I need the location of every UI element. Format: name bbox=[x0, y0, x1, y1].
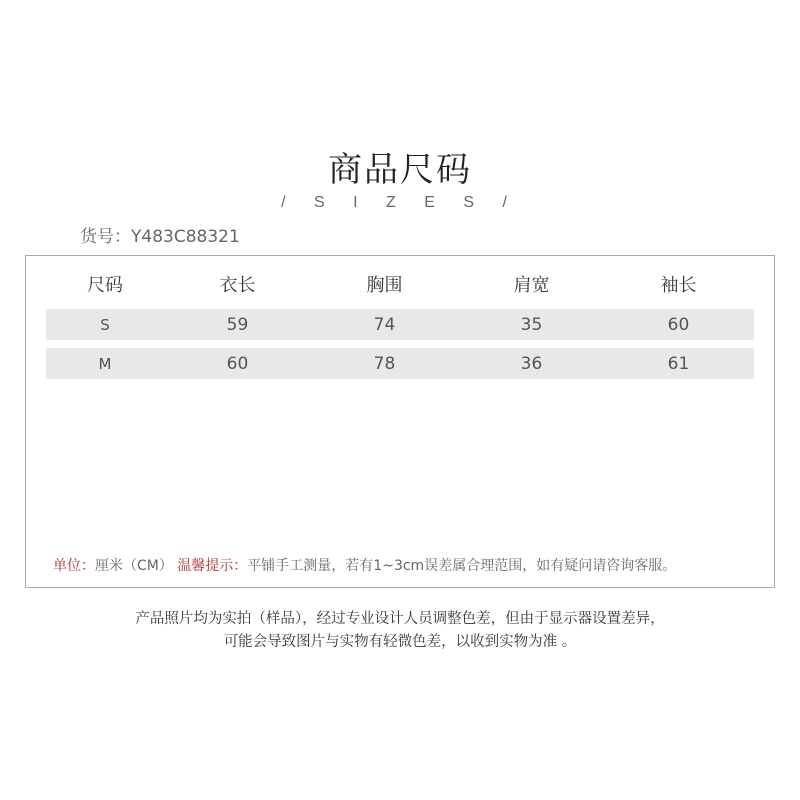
cell-chest: 78 bbox=[373, 353, 396, 374]
header-chest: 胸围 bbox=[366, 275, 403, 296]
cell-shoulder: 36 bbox=[520, 353, 543, 374]
unit-value: 厘米（CM） bbox=[95, 558, 173, 574]
cell-size: M bbox=[98, 354, 112, 373]
disclaimer-line-1: 产品照片均为实拍（样品），经过专业设计人员调整色差，但由于显示器设置差异， bbox=[135, 611, 665, 627]
tip-text: 平铺手工测量，若有1~3cm误差属合理范围，如有疑问请咨询客服。 bbox=[247, 558, 677, 574]
size-table-frame bbox=[25, 255, 775, 588]
disclaimer-line-2: 可能会导致图片与实物有轻微色差，以收到实物为准 。 bbox=[223, 634, 577, 650]
cell-chest: 74 bbox=[373, 314, 396, 335]
header-length: 衣长 bbox=[219, 275, 256, 296]
table-row bbox=[46, 348, 754, 379]
size-table-header bbox=[46, 272, 754, 296]
header-size: 尺码 bbox=[87, 275, 123, 296]
cell-sleeve: 60 bbox=[667, 314, 690, 335]
cell-length: 60 bbox=[226, 353, 249, 374]
cell-sleeve: 61 bbox=[667, 353, 690, 374]
cell-shoulder: 35 bbox=[520, 314, 543, 335]
item-number: 货号：Y483C88321 bbox=[80, 227, 240, 247]
page-title: 商品尺码 bbox=[328, 150, 472, 190]
page-subtitle: / S I Z E S / bbox=[281, 194, 519, 211]
measurement-note bbox=[53, 555, 676, 575]
color-disclaimer bbox=[0, 608, 800, 654]
cell-length: 59 bbox=[226, 314, 249, 335]
header-sleeve: 袖长 bbox=[660, 275, 697, 296]
header-shoulder: 肩宽 bbox=[513, 275, 550, 296]
tip-label: 温馨提示： bbox=[177, 558, 248, 574]
table-row bbox=[46, 309, 754, 340]
unit-label: 单位： bbox=[53, 558, 95, 574]
cell-size: S bbox=[100, 315, 110, 334]
